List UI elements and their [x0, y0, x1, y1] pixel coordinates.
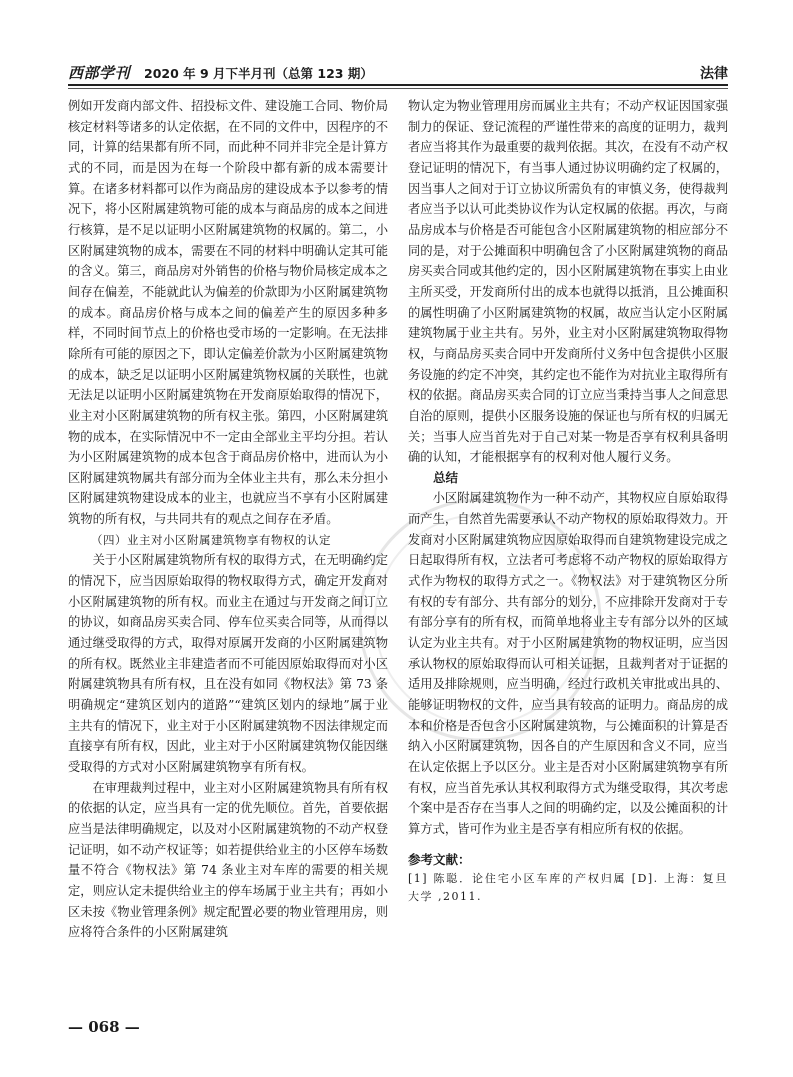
- right-column: [408, 96, 728, 906]
- subsection-heading: （四）业主对小区附属建筑物享有物权的认定: [91, 532, 331, 547]
- paragraph: 物认定为物业管理用房而属业主共有；不动产权证因国家强制力的保证、登记流程的严谨性带来的高度的证明力，裁判者应当将其作为最重要的裁判依据。其次，在没有不动产权登记证明的情况下，有当事人通过协议明确约定了权属的，因当事人之间对于订立协议所需负有的审慎义务，使得裁判者应当予以认可此类协议作为认定权属的依据。再次，与商品房成本与价格是否可能包含小区附属建筑物的相应部分不同的是，对于公摊面积中明确包含了小区附属建筑物的商品房买卖合同或其他约定的，因小区附属建筑物在事实上由业主所买受，开发商所付出的成本也就得以抵消，且公摊面积的属性明确了小区附属建筑物的权属，故应当认定小区附属建筑物属于业主共有。另外，业主对小区附属建筑物取得物权，与商品房买卖合同中开发商所付义务中包含提供小区服务设施的约定不冲突，其约定也不能作为对抗业主取得所有权的依据。商品房买卖合同的订立应当秉持当事人之间意思自治的原则，提供小区服务设施的保证也与所有权的归属无关；当事人应当首先对于自己对某一物是否享有权利具备明确的认知，才能根据享有的权利对他人履行义务。: [408, 99, 728, 465]
- reference-item: [1] 陈聪．论住宅小区车库的产权归属 [D]. 上海：复旦大学 ,2011.: [408, 872, 728, 904]
- page-number: — 068 —: [68, 1018, 140, 1036]
- paragraph: 小区附属建筑物作为一种不动产，其物权应自原始取得而产生，自然首先需要承认不动产物权的原始取得效力。开发商对小区附属建筑物应因原始取得而自建筑物建设完成之日起取得所有权，立法者可考虑将不动产物权的原始取得方式作为物权的取得方式之一。《物权法》对于建筑物区分所有权的专有部分、共有部分的划分，不应排除开发商对于专有部分享有的所有权，而简单地将业主专有部分以外的区域认定为业主共有。对于小区附属建筑物的物权证明，应当因承认物权的原始取得而认可相关证据，且裁判者对于证据的适用及排除规则，应当明确，经过行政机关审批或出具的、能够证明物权的文件，应当具有较高的证明力。商品房的成本和价格是否包含小区附属建筑物，与公摊面积的计算是否纳入小区附属建筑物，因各自的产生原因和含义不同，应当在认定依据上予以区分。业主是否对小区附属建筑物享有所有权，应当首先承认其权利取得方式为继受取得，其次考虑个案中是否存在当事人之间的明确约定，以及公摊面积的计算方式，皆可作为业主是否享有相应所有权的依据。: [408, 491, 728, 836]
- section-heading-summary: 总结: [433, 469, 459, 485]
- header-rule-thin: [68, 88, 728, 89]
- paragraph: 例如开发商内部文件、招投标文件、建设施工合同、物价局核定材料等诸多的认定依据，在不同的文件中，因程序的不同，计算的结果都有所不同，而此种不同并非完全是计算方式的不同，而是因为在每一个阶段中都有新的成本需要计算。在诸多材料都可以作为商品房的建设成本予以参考的情况下，将小区附属建筑物可能的成本与商品房的成本之间进行核算，是不足以证明小区附属建筑物的权属的。第二，小区附属建筑物的成本，需要在不同的材料中明确认定其可能的含义。第三，商品房对外销售的价格与物价局核定成本之间存在偏差，不能就此认为偏差的价款即为小区附属建筑物的成本。商品房价格与成本之间的偏差产生的原因多种多样，不同时间节点上的价格也受市场的一定影响。在无法排除所有可能的原因之下，即认定偏差价款为小区附属建筑物的成本，缺乏足以证明小区附属建筑物权属的关联性，也就无法足以证明小区附属建筑物在开发商原始取得的情况下，业主对小区附属建筑物的所有权主张。第四，小区附属建筑物的成本，在实际情况中不一定由全部业主平均分担。若认为小区附属建筑物的成本包含于商品房价格中，进而认为小区附属建筑物属共有部分而为全体业主共有，那么未分担小区附属建筑物建设成本的业主，也就应当不享有小区附属建筑物的所有权，与共同共有的观点之间存在矛盾。: [68, 99, 388, 527]
- running-header: [68, 60, 728, 82]
- header-rule-thick: [68, 84, 728, 86]
- left-column: [68, 96, 388, 943]
- references-heading: 参考文献：: [408, 851, 471, 867]
- issue-info: 2020 年 9 月下半月刊（总第 123 期）: [144, 66, 373, 81]
- paragraph: 在审理裁判过程中，业主对小区附属建筑物具有所有权的依据的认定，应当具有一定的优先顺位。首先，首要依据应当是法律明确规定，以及对小区附属建筑物的不动产权登记证明，如不动产权证等；如若提供给业主的小区停车场数量不符合《物权法》第 74 条业主对车库的需要的相关规定，则应认定未提供给业主的停车场属于业主共有；再如小区未按《物业管理条例》规定配置必要的物业管理用房，则应将符合条件的小区附属建筑: [68, 780, 388, 940]
- section-title: 法律: [700, 66, 728, 82]
- paragraph: 关于小区附属建筑物所有权的取得方式，在无明确约定的情况下，应当因原始取得的物权取得方式，确定开发商对小区附属建筑物的所有权。而业主在通过与开发商之间订立的协议，如商品房买卖合同、停车位买卖合同等，从而得以通过继受取得的方式，取得对原属开发商的小区附属建筑物的所有权。既然业主非建造者而不可能因原始取得而对小区附属建筑物具有所有权，且在没有如同《物权法》第 73 条明确规定“建筑区划内的道路”“建筑区划内的绿地”属于业主共有的情况下，业主对于小区附属建筑物不因法律规定而直接享有所有权，因此，业主对于小区附属建筑物仅能因继受取得的方式对小区附属建筑物享有所有权。: [68, 553, 388, 774]
- journal-name: 西部学刊: [68, 64, 131, 82]
